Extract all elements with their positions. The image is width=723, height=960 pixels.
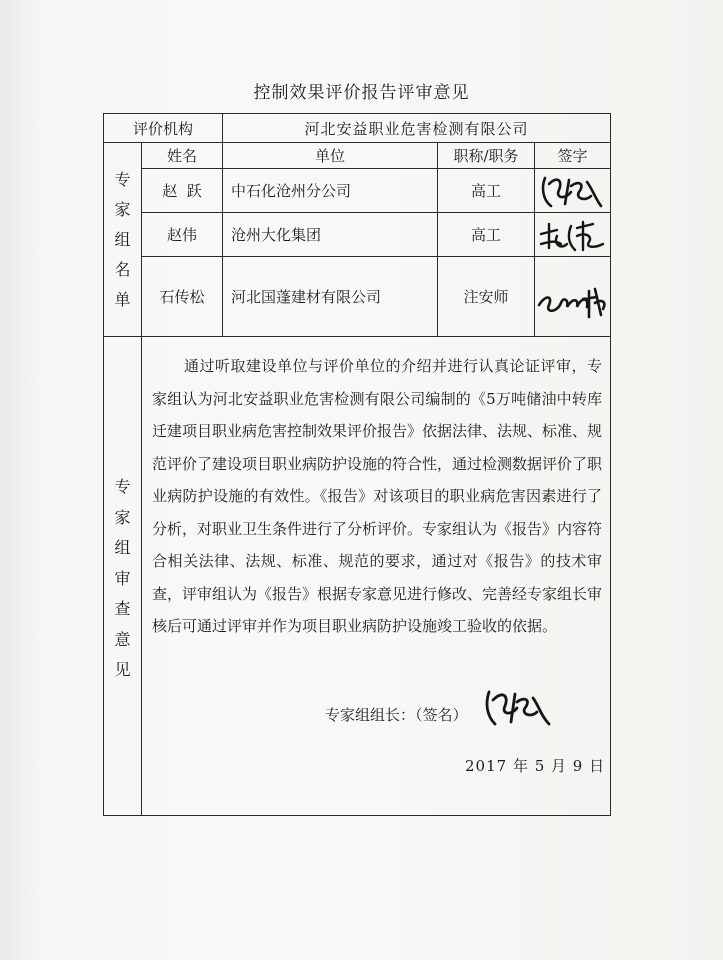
handwritten-signature — [535, 170, 609, 212]
member-signature — [535, 169, 611, 213]
table-row — [104, 257, 611, 337]
member-unit: 沧州大化集团 — [223, 213, 438, 257]
column-header-name: 姓名 — [142, 143, 223, 169]
column-header-title: 职称/职务 — [438, 143, 535, 169]
opinion-text: 通过听取建设单位与评价单位的介绍并进行认真论证评审，专家组认为河北安益职业危害检测有限公司编制的《5万吨储油中转库迁建项目职业病危害控制效果评价报告》依据法律、法规、标准、规范评价了建设项目职业病防护设施的符合性，通过检测数据评价了职业病防护设施的有效性。《报告》对该项目的职业病危害因素进行了分析，对职业卫生条件进行了分析评价。专家组认为《报告》内容符合相关法律、法规、标准、规范的要求，通过对《报告》的技术审查，评审组认为《报告》根据专家意见进行修改、完善经专家组长审核后可通过评审并作为项目职业病防护设施竣工验收的依据。 — [152, 357, 603, 635]
member-unit: 中石化沧州分公司 — [223, 169, 438, 213]
member-signature — [535, 257, 611, 337]
opinion-cell — [142, 337, 611, 816]
member-title: 注安师 — [438, 257, 535, 337]
handwritten-signature — [535, 214, 609, 256]
column-header-unit: 单位 — [223, 143, 438, 169]
leader-signature-label: 专家组组长：（签名） — [325, 706, 468, 724]
member-title: 高工 — [438, 213, 535, 257]
member-unit: 河北国蓬建材有限公司 — [223, 257, 438, 337]
members-section-label: 专 家 组 名 单 — [104, 143, 142, 337]
handwritten-signature — [479, 684, 559, 730]
table-row — [104, 213, 611, 257]
document-title: 控制效果评价报告评审意见 — [253, 83, 470, 103]
leader-signature — [479, 684, 559, 734]
table-row — [104, 169, 611, 213]
review-date: 2017 年 5 月 9 日 — [465, 757, 606, 775]
member-title: 高工 — [438, 169, 535, 213]
member-name: 赵伟 — [142, 213, 223, 257]
member-name: 石传松 — [142, 257, 223, 337]
agency-label: 评价机构 — [104, 114, 223, 143]
member-signature — [535, 213, 611, 257]
column-header-signature: 签字 — [535, 143, 611, 169]
review-form-table — [103, 113, 611, 816]
handwritten-signature — [535, 267, 611, 327]
agency-value: 河北安益职业危害检测有限公司 — [223, 114, 611, 143]
opinion-section-label: 专 家 组 审 查 意 见 — [104, 337, 142, 816]
member-name: 赵 跃 — [142, 169, 223, 213]
